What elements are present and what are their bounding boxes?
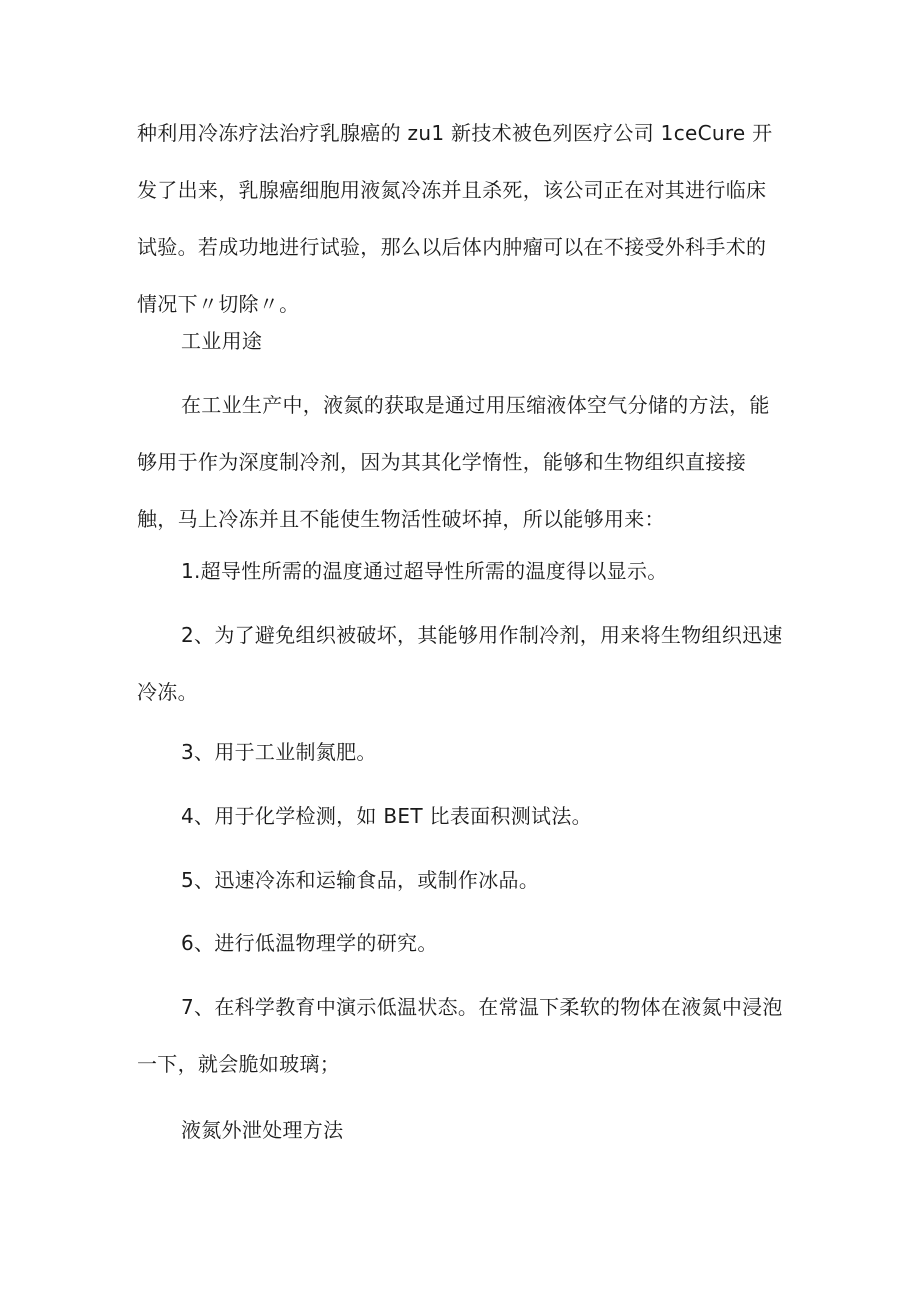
list-item-5: 5、迅速冷冻和运输食品，或制作冰品。 [181,868,540,892]
industry-heading: 工业用途 [181,329,263,353]
intro-paragraph: 种利用冷冻疗法治疗乳腺癌的 zu1 新技术被色列医疗公司 1ceCure 开发了出来，乳腺癌细胞用液氮冷冻并且杀死，该公司正在对其进行临床试验。若成功地进行试验，那么以后体内肿瘤可以在不接受外科手术的情况下〃切除〃。 [137,121,773,316]
list-item-2: 2、为了避免组织被破坏，其能够用作制冷剂，用来将生物组织迅速冷冻。 [137,623,783,704]
list-item-1: 1.超导性所需的温度通过超导性所需的温度得以显示。 [181,559,668,583]
list-item-7: 7、在科学教育中演示低温状态。在常温下柔软的物体在液氮中浸泡一下，就会脆如玻璃； [137,995,783,1076]
list-item-4: 4、用于化学检测，如 BET 比表面积测试法。 [181,804,592,828]
list-item-6: 6、进行低温物理学的研究。 [181,931,438,955]
leak-handling-heading: 液氮外泄处理方法 [181,1118,344,1142]
industry-body-paragraph: 在工业生产中，液氮的获取是通过用压缩液体空气分储的方法，能够用于作为深度制冷剂，因为其其化学惰性，能够和生物组织直接接触，马上冷冻并且不能使生物活性破坏掉，所以能够用来： [137,393,770,531]
list-item-3: 3、用于工业制氮肥。 [181,740,377,764]
